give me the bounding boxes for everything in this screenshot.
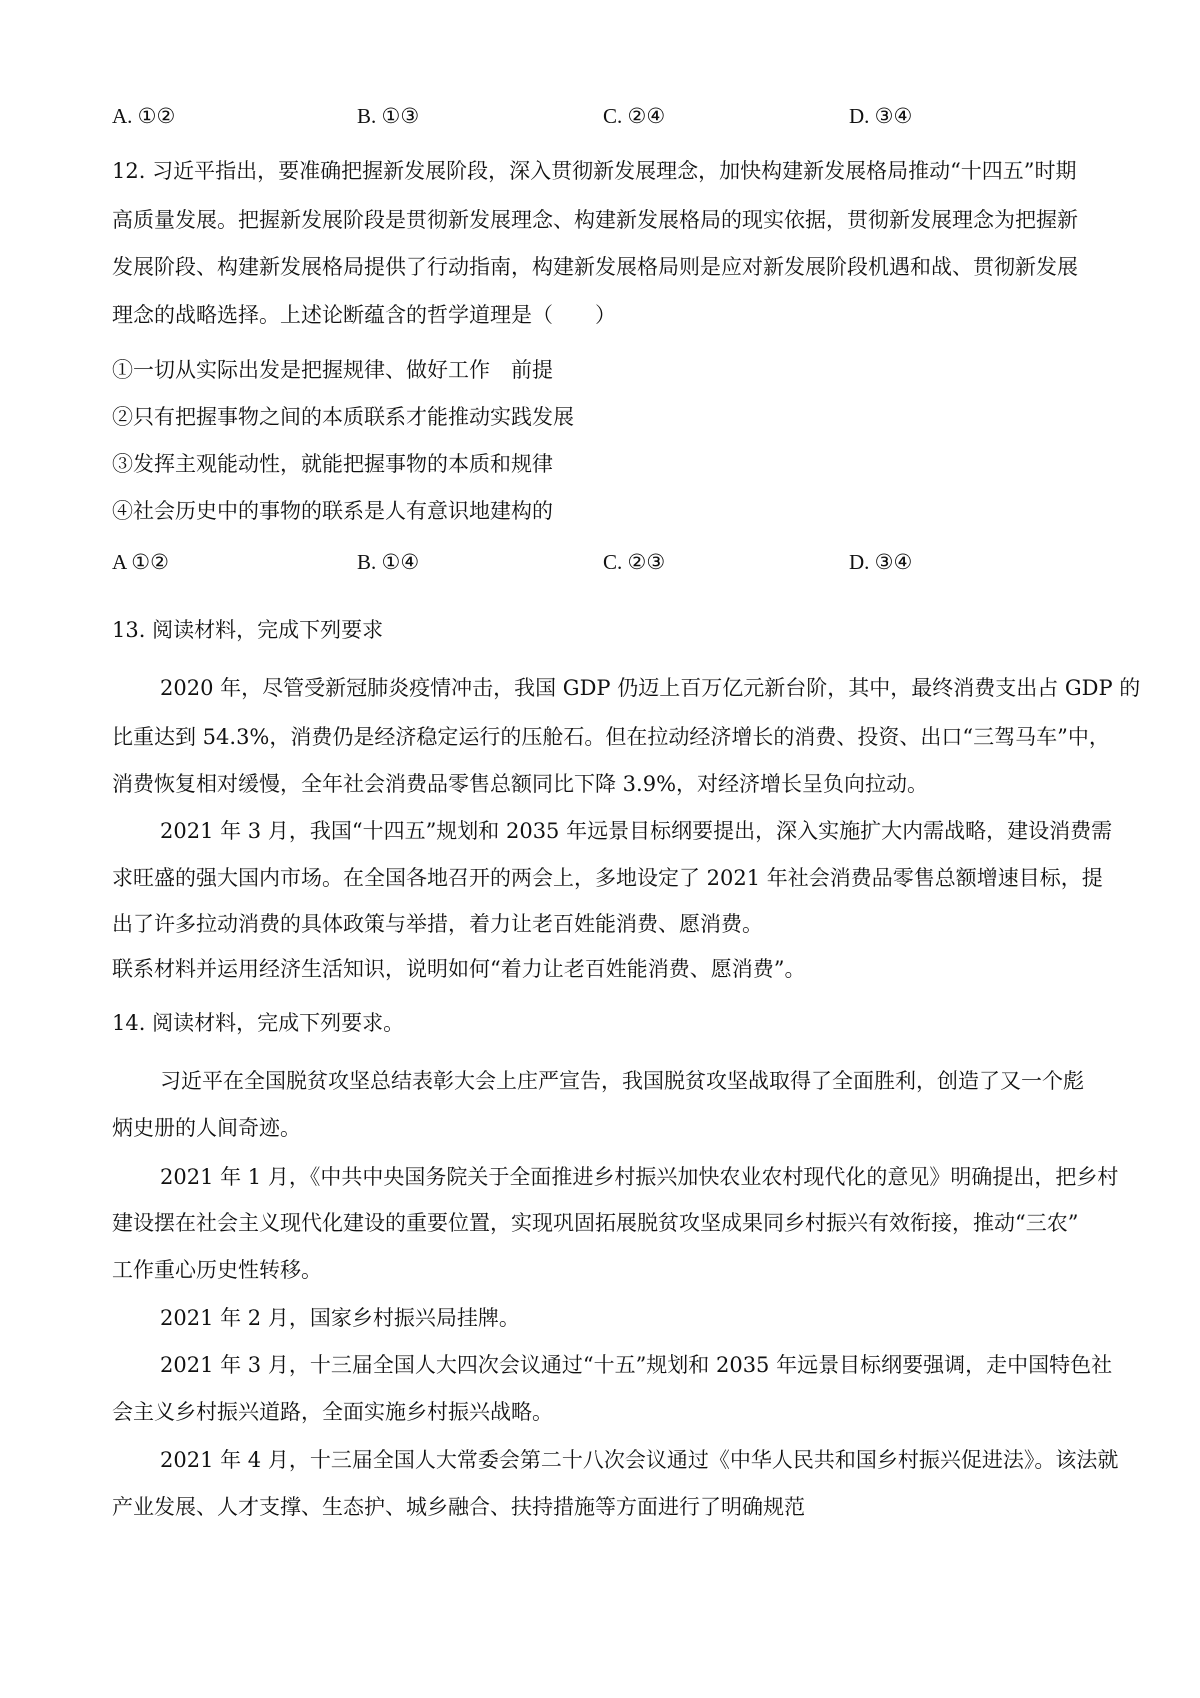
q14-p2-line-2: 建设摆在社会主义现代化建设的重要位置，实现巩固拓展脱贫攻坚成果同乡村振兴有效衔接，推动“三农” (112, 1211, 1079, 1235)
q12-statement-3: ③发挥主观能动性，就能把握事物的本质和规律 (112, 452, 553, 476)
q14-p5-line-2: 产业发展、人才支撑、生态护、城乡融合、扶持措施等方面进行了明确规范 (112, 1495, 805, 1519)
q13-p1-line-2: 比重达到 54.3%，消费仍是经济稳定运行的压舱石。但在拉动经济增长的消费、投资、出口“三驾马车”中， (112, 725, 1110, 749)
q13-p1-line-1: 2020 年，尽管受新冠肺炎疫情冲击，我国 GDP 仍迈上百万亿元新台阶，其中，最终消费支出占 GDP 的 (160, 676, 1141, 700)
q12-stem-line-2: 高质量发展。把握新发展阶段是贯彻新发展理念、构建新发展格局的现实依据，贯彻新发展理念为把握新 (112, 208, 1078, 232)
q14-p4-line-1: 2021 年 3 月，十三届全国人大四次会议通过“十五”规划和 2035 年远景目标纲要强调，走中国特色社 (160, 1353, 1113, 1377)
q13-p1-line-3: 消费恢复相对缓慢，全年社会消费品零售总额同比下降 3.9%，对经济增长呈负向拉动。 (112, 772, 929, 796)
q12-stem-line-4: 理念的战略选择。上述论断蕴含的哲学道理是（ ） (112, 303, 616, 327)
q13-question: 联系材料并运用经济生活知识，说明如何“着力让老百姓能消费、愿消费”。 (112, 957, 806, 981)
q13-p2-line-1: 2021 年 3 月，我国“十四五”规划和 2035 年远景目标纲要提出，深入实施扩大内需战略，建设消费需 (160, 819, 1113, 843)
q14-p2-line-1: 2021 年 1 月，《中共中央国务院关于全面推进乡村振兴加快农业农村现代化的意见》明确提出，把乡村 (160, 1165, 1119, 1189)
q13-p2-line-2: 求旺盛的强大国内市场。在全国各地召开的两会上，多地设定了 2021 年社会消费品零售总额增速目标，提 (112, 866, 1103, 890)
q12-option-c: C. ②③ (603, 550, 666, 574)
q11-option-d: D. ③④ (849, 104, 913, 128)
q14-p5-line-1: 2021 年 4 月，十三届全国人大常委会第二十八次会议通过《中华人民共和国乡村振兴促进法》。该法就 (160, 1448, 1119, 1472)
q12-statement-1: ①一切从实际出发是把握规律、做好工作 前提 (112, 358, 553, 382)
q12-stem-line-3: 发展阶段、构建新发展格局提供了行动指南，构建新发展格局则是应对新发展阶段机遇和战、贯彻新发展 (112, 255, 1078, 279)
q11-option-a: A. ①② (112, 104, 176, 128)
q12-statement-4: ④社会历史中的事物的联系是人有意识地建构的 (112, 499, 553, 523)
q12-statement-2: ②只有把握事物之间的本质联系才能推动实践发展 (112, 405, 574, 429)
q14-p1-line-1: 习近平在全国脱贫攻坚总结表彰大会上庄严宣告，我国脱贫攻坚战取得了全面胜利，创造了又一个彪 (160, 1069, 1084, 1093)
q12-option-b: B. ①④ (357, 550, 420, 574)
q12-option-d: D. ③④ (849, 550, 913, 574)
q14-p2-line-3: 工作重心历史性转移。 (112, 1258, 322, 1282)
q11-option-b: B. ①③ (357, 104, 420, 128)
q14-p1-line-2: 炳史册的人间奇迹。 (112, 1116, 301, 1140)
q13-p2-line-3: 出了许多拉动消费的具体政策与举措，着力让老百姓能消费、愿消费。 (112, 912, 763, 936)
q12-stem-line-1: 12. 习近平指出，要准确把握新发展阶段，深入贯彻新发展理念，加快构建新发展格局推动“十四五”时期 (112, 159, 1077, 183)
q12-option-a: A ①② (112, 550, 169, 574)
q14-p3: 2021 年 2 月，国家乡村振兴局挂牌。 (160, 1306, 520, 1330)
q14-heading: 14. 阅读材料，完成下列要求。 (112, 1011, 405, 1035)
q14-p4-line-2: 会主义乡村振兴道路，全面实施乡村振兴战略。 (112, 1400, 553, 1424)
q13-heading: 13. 阅读材料，完成下列要求 (112, 618, 384, 642)
q11-option-c: C. ②④ (603, 104, 666, 128)
